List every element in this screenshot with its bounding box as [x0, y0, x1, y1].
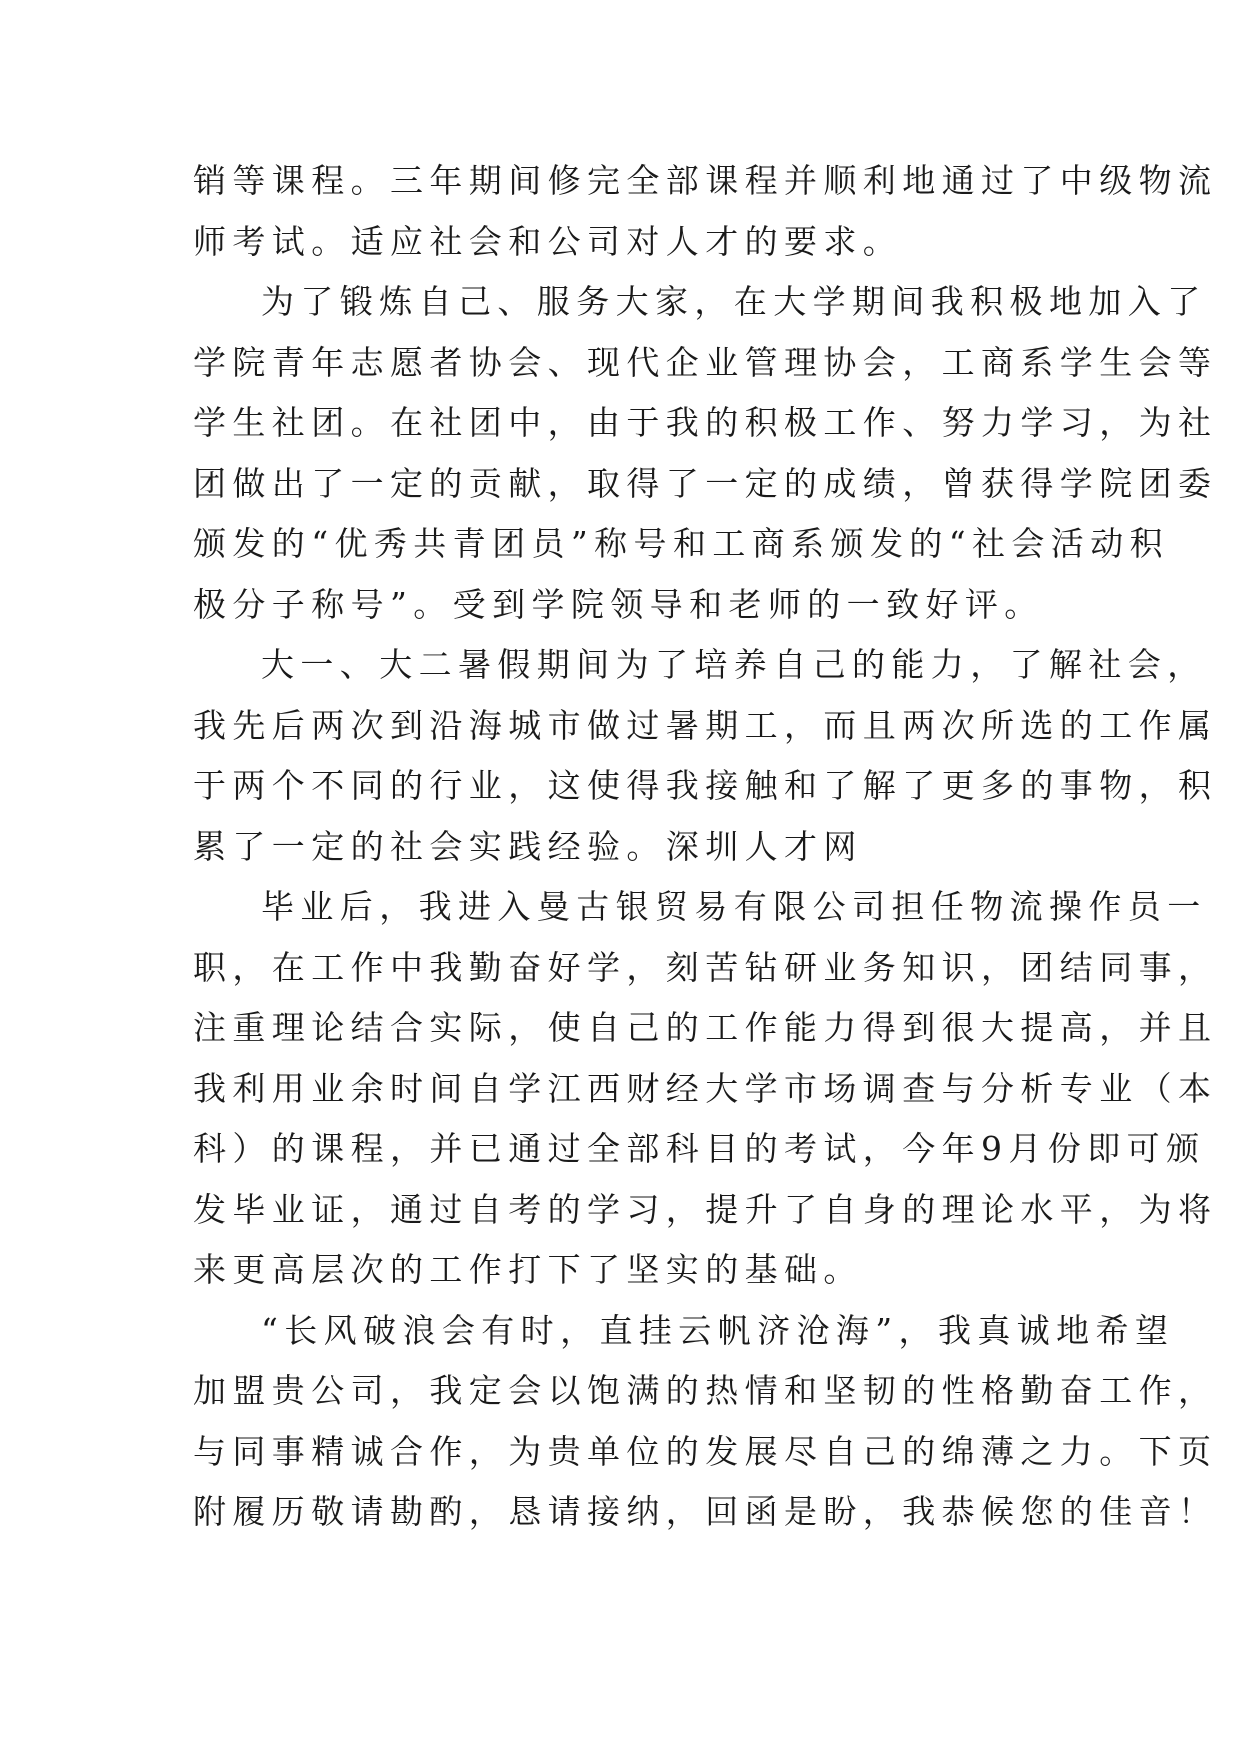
text-line: 来更高层次的工作打下了坚实的基础。 [193, 1250, 863, 1289]
text-line: 我先后两次到沿海城市做过暑期工，而且两次所选的工作属 [193, 705, 1218, 745]
paragraph-student-associations [193, 272, 1218, 635]
paragraph-summer-work [193, 635, 1218, 877]
text-line: 团做出了一定的贡献，取得了一定的成绩，曾获得学院团委 [193, 463, 1218, 503]
paragraph-closing [193, 1301, 1218, 1543]
text-line: 销等课程。三年期间修完全部课程并顺利地通过了中级物流 [193, 161, 1218, 200]
text-line: 学院青年志愿者协会、现代企业管理协会，工商系学生会等 [193, 342, 1218, 382]
text-line: “长风破浪会有时，直挂云帆济沧海”，我真诚地希望 [261, 1310, 1175, 1350]
text-line: 师考试。适应社会和公司对人才的要求。 [193, 221, 903, 261]
paragraph-work-experience [193, 877, 1218, 1301]
document-body [193, 151, 1218, 1543]
text-line: 科）的课程，并已通过全部科目的考试，今年9月份即可颁 [193, 1129, 1206, 1168]
text-line: 极分子称号”。受到学院领导和老师的一致好评。 [193, 584, 1044, 624]
text-line: 为了锻炼自己、服务大家，在大学期间我积极地加入了 [261, 282, 1207, 321]
text-line: 注重理论结合实际，使自己的工作能力得到很大提高，并且 [193, 1008, 1218, 1047]
text-line: 学生社团。在社团中，由于我的积极工作、努力学习，为社 [193, 403, 1218, 442]
text-line: 加盟贵公司，我定会以饱满的热情和坚韧的性格勤奋工作， [193, 1371, 1218, 1410]
text-line: 职，在工作中我勤奋好学，刻苦钻研业务知识，团结同事， [193, 947, 1218, 987]
text-line: 与同事精诚合作，为贵单位的发展尽自己的绵薄之力。下页 [193, 1431, 1218, 1471]
text-line: 发毕业证，通过自考的学习，提升了自身的理论水平，为将 [193, 1189, 1218, 1229]
text-line: 附履历敬请勘酌，恳请接纳，回函是盼，我恭候您的佳音！ [193, 1492, 1218, 1531]
paragraph-course-completion [193, 151, 1218, 272]
text-line: 累了一定的社会实践经验。深圳人才网 [193, 826, 863, 866]
text-line: 我利用业余时间自学江西财经大学市场调查与分析专业（本 [193, 1068, 1218, 1108]
text-line: 颁发的“优秀共青团员”称号和工商系颁发的“社会活动积 [193, 524, 1170, 563]
text-line: 大一、大二暑假期间为了培养自己的能力，了解社会， [261, 645, 1207, 684]
text-line: 于两个不同的行业，这使得我接触和了解了更多的事物，积 [193, 766, 1218, 805]
text-line: 毕业后，我进入曼古银贸易有限公司担任物流操作员一 [261, 887, 1207, 926]
